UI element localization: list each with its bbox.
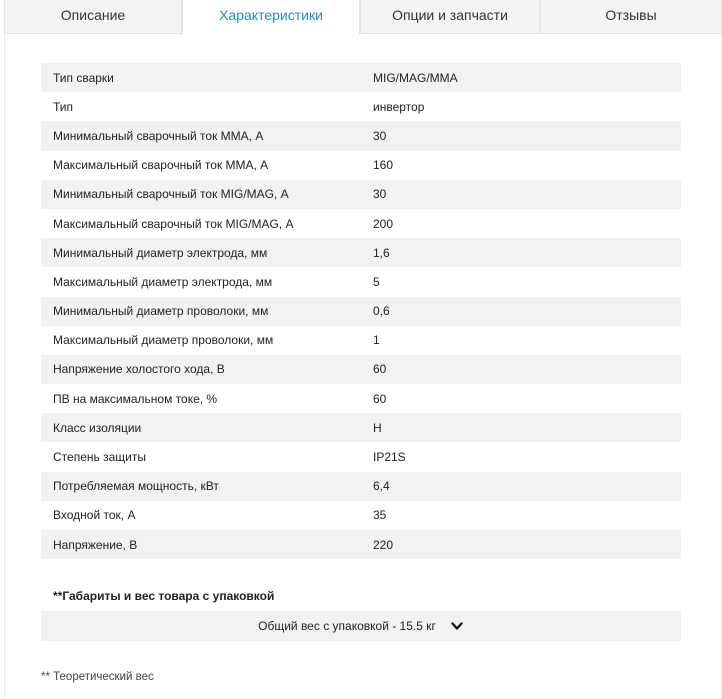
table-row [41, 413, 681, 442]
spec-value: инвертор [373, 99, 425, 114]
spec-value: 160 [373, 158, 394, 173]
tab-reviews[interactable]: Отзывы [540, 0, 722, 34]
dimensions-note: **Габариты и вес товара с упаковкой [53, 589, 275, 603]
spec-key: Минимальный диаметр проволоки, мм [53, 304, 269, 319]
spec-key: Входной ток, А [53, 508, 136, 523]
table-row [41, 501, 681, 530]
table-row [41, 297, 681, 326]
spec-key: Напряжение, В [53, 537, 138, 552]
spec-value: 220 [373, 537, 394, 552]
table-row [41, 355, 681, 384]
weight-toggle[interactable] [41, 611, 681, 641]
spec-key: Тип сварки [53, 70, 114, 85]
spec-value: 0,6 [373, 304, 390, 319]
table-row [41, 530, 681, 559]
table-row [41, 267, 681, 296]
spec-value: MIG/MAG/MMA [373, 70, 458, 85]
tab-options-parts[interactable]: Опции и запчасти [360, 0, 540, 34]
spec-value: IP21S [373, 450, 406, 465]
weight-toggle-label: Общий вес с упаковкой - 15.5 кг [258, 619, 436, 633]
spec-key: Максимальный сварочный ток MIG/MAG, А [53, 216, 294, 231]
table-row [41, 442, 681, 471]
spec-key: Тип [53, 99, 74, 114]
spec-value: H [373, 420, 382, 435]
chevron-down-icon [450, 619, 464, 633]
spec-key: Класс изоляции [53, 420, 142, 435]
table-row [41, 63, 681, 92]
spec-key: Потребляемая мощность, кВт [53, 479, 219, 494]
spec-key: ПВ на максимальном токе, % [53, 391, 218, 406]
spec-key: Максимальный диаметр электрода, мм [53, 274, 273, 289]
spec-value: 1 [373, 333, 380, 348]
spec-value: 200 [373, 216, 394, 231]
spec-key: Минимальный сварочный ток MMA, А [53, 128, 264, 143]
spec-key: Максимальный диаметр проволоки, мм [53, 333, 274, 348]
spec-value: 30 [373, 187, 387, 202]
spec-value: 60 [373, 362, 387, 377]
table-row [41, 209, 681, 238]
table-row [41, 326, 681, 355]
theoretical-weight-note: ** Теоретический вес [41, 671, 154, 683]
spec-key: Минимальный сварочный ток MIG/MAG, А [53, 187, 289, 202]
tab-description[interactable]: Описание [4, 0, 182, 34]
tab-characteristics[interactable]: Характеристики [182, 0, 360, 34]
specs-table [41, 63, 681, 559]
table-row [41, 472, 681, 501]
table-row [41, 384, 681, 413]
tab-bar [4, 0, 722, 34]
spec-value: 35 [373, 508, 387, 523]
spec-value: 5 [373, 274, 380, 289]
table-row [41, 238, 681, 267]
table-row [41, 151, 681, 180]
table-row [41, 180, 681, 209]
spec-key: Минимальный диаметр электрода, мм [53, 245, 268, 260]
spec-key: Степень защиты [53, 450, 146, 465]
spec-value: 6,4 [373, 479, 390, 494]
table-row [41, 92, 681, 121]
spec-value: 60 [373, 391, 387, 406]
spec-value: 30 [373, 128, 387, 143]
spec-key: Напряжение холостого хода, В [53, 362, 225, 377]
spec-value: 1,6 [373, 245, 390, 260]
spec-key: Максимальный сварочный ток MMA, А [53, 158, 269, 173]
table-row [41, 121, 681, 150]
